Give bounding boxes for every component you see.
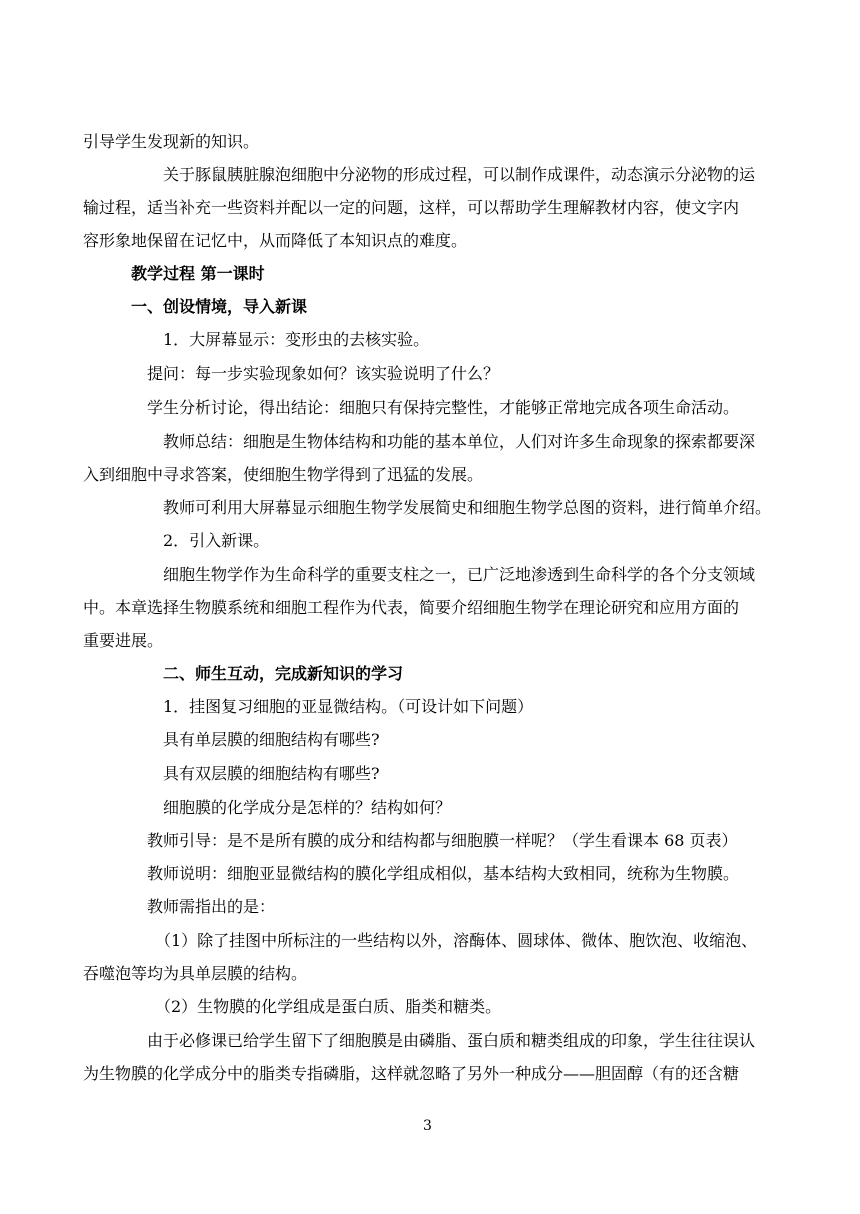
text-line: 吞噬泡等均为具单层膜的结构。 [83, 964, 308, 983]
text-line: 中。本章选择生物膜系统和细胞工程作为代表，简要介绍细胞生物学在理论研究和应用方面的 [83, 598, 740, 617]
text-line: 细胞膜的化学成分是怎样的？结构如何？ [163, 798, 452, 817]
text-line: 容形象地保留在记忆中，从而降低了本知识点的难度。 [83, 231, 468, 250]
text-line: 重要进展。 [83, 631, 164, 650]
text-line: （1）除了挂图中所标注的一些结构以外，溶酶体、圆球体、微体、胞饮泡、收缩泡、 [155, 931, 758, 950]
text-line: 1．挂图复习细胞的亚显微结构。（可设计如下问题） [163, 697, 534, 716]
text-line: 关于豚鼠胰脏腺泡细胞中分泌物的形成过程，可以制作成课件，动态演示分泌物的运 [163, 165, 756, 184]
text-line: 入到细胞中寻求答案，使细胞生物学得到了迅猛的发展。 [83, 465, 484, 484]
text-line: 教师说明：细胞亚显微结构的膜化学组成相似，基本结构大致相同，统称为生物膜。 [147, 864, 740, 883]
text-line: 提问：每一步实验现象如何？该实验说明了什么？ [147, 364, 500, 383]
text-line: 2．引入新课。 [163, 531, 270, 550]
text-line: 细胞生物学作为生命科学的重要支柱之一，已广泛地渗透到生命科学的各个分支领域 [163, 565, 756, 584]
text-line: （2）生物膜的化学组成是蛋白质、脂类和糖类。 [155, 997, 502, 1016]
section-heading: 教学过程 第一课时 [131, 264, 265, 283]
text-line: 具有双层膜的细胞结构有哪些? [163, 764, 380, 783]
text-line: 输过程，适当补充一些资料并配以一定的问题，这样，可以帮助学生理解教材内容，使文字内 [83, 198, 740, 217]
page-number: 3 [423, 1118, 432, 1134]
text-line: 教师可利用大屏幕显示细胞生物学发展简史和细胞生物学总图的资料，进行简单介绍。 [163, 498, 772, 517]
text-line: 具有单层膜的细胞结构有哪些? [163, 730, 380, 749]
section-heading: 一、创设情境，导入新课 [131, 297, 308, 316]
text-line: 学生分析讨论，得出结论：细胞只有保持完整性，才能够正常地完成各项生命活动。 [147, 398, 740, 417]
text-line: 由于必修课已给学生留下了细胞膜是由磷脂、蛋白质和糖类组成的印象，学生往往误认 [147, 1031, 756, 1050]
text-line: 教师需指出的是： [147, 897, 276, 916]
text-line: 为生物膜的化学成分中的脂类专指磷脂，这样就忽略了另外一种成分——胆固醇（有的还含糖 [83, 1064, 740, 1083]
text-line: 教师总结：细胞是生物体结构和功能的基本单位，人们对许多生命现象的探索都要深 [163, 432, 756, 451]
text-line: 引导学生发现新的知识。 [83, 132, 260, 151]
text-line: 1．大屏幕显示：变形虫的去核实验。 [163, 330, 430, 349]
section-heading: 二、师生互动，完成新知识的学习 [163, 664, 404, 683]
text-line: 教师引导：是不是所有膜的成分和结构都与细胞膜一样呢？（学生看课本 68 页表） [147, 831, 738, 850]
